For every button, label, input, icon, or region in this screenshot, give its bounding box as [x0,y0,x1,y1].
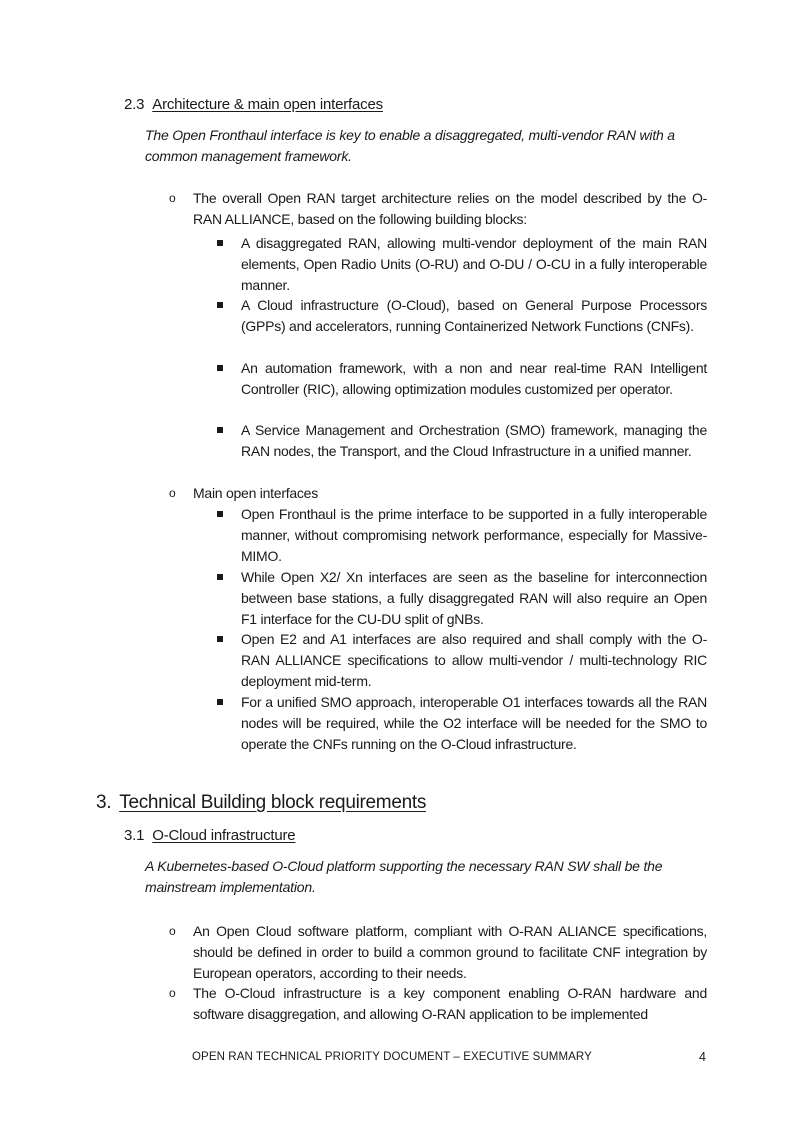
sub-list-item [241,420,707,462]
bullet-square [217,365,223,371]
sub-list-item-text: For a unified SMO approach, interoperable O1 interfaces towards all the RAN nodes will be required, while the O2 interface will be needed for the SMO to operate the CNFs running on the O-Cloud infrastructure. [241,694,707,752]
bullet-square [217,427,223,433]
sub-list-item [241,629,707,691]
section-lead: A Kubernetes-based O-Cloud platform supporting the necessary RAN SW shall be the mainstream implementation. [145,858,663,895]
bullet-circle: o [169,486,176,500]
section-number: 2.3 [124,96,145,113]
section-heading-3 [96,792,426,814]
page-number: 4 [699,1050,706,1064]
sub-list-item [241,504,707,566]
page-footer: OPEN RAN TECHNICAL PRIORITY DOCUMENT – EXECUTIVE SUMMARY [192,1051,592,1063]
sub-list-item [241,567,707,629]
sub-list-item-text: A Service Management and Orchestration (SMO) framework, managing the RAN nodes, the Transport, and the Cloud Infrastructure in a unified manner. [241,422,707,459]
sub-list-item [241,358,707,400]
section-heading-2-3 [124,96,383,113]
sub-list-item [241,233,707,295]
sub-list-item-text: Open E2 and A1 interfaces are also required and shall comply with the O-RAN ALLIANCE specifications to allow multi-vendor / multi-technology RIC deployment mid-term. [241,631,707,689]
list-item-text: An Open Cloud software platform, compliant with O-RAN ALIANCE specifications, should be defined in order to build a common ground to facilitate CNF integration by European operators, according to their needs. [193,923,707,981]
section-number: 3. [96,792,112,813]
bullet-square [217,240,223,246]
sub-list-item-text: Open Fronthaul is the prime interface to be supported in a fully interoperable manner, without compromising network performance, especially for Massive-MIMO. [241,506,707,564]
sub-list-item-text: A Cloud infrastructure (O-Cloud), based on General Purpose Processors (GPPs) and accelerators, running Containerized Network Functions (CNFs). [241,297,707,334]
sub-list-item-text: An automation framework, with a non and near real-time RAN Intelligent Controller (RIC), allowing optimization modules customized per operator. [241,360,707,397]
bullet-square [217,636,223,642]
list-item-text: Main open interfaces [193,485,318,501]
list-item [169,483,707,504]
list-item [169,188,707,230]
section-title: Architecture & main open interfaces [152,96,383,113]
sub-list-item [241,295,707,337]
sub-list-item-text: While Open X2/ Xn interfaces are seen as the baseline for interconnection between base stations, a fully disaggregated RAN will also require an Open F1 interface for the CU-DU split of gNBs. [241,569,707,627]
bullet-circle: o [169,924,176,938]
bullet-square [217,302,223,308]
list-item-text: The overall Open RAN target architecture relies on the model described by the O-RAN ALLIANCE, based on the following building blocks: [193,190,707,227]
section-number: 3.1 [124,827,145,844]
bullet-circle: o [169,191,176,205]
sub-list-item-text: A disaggregated RAN, allowing multi-vendor deployment of the main RAN elements, Open Radio Units (O-RU) and O-DU / O-CU in a fully interoperable manner. [241,235,707,293]
section-title: O-Cloud infrastructure [152,827,296,844]
section-title: Technical Building block requirements [119,792,427,813]
list-item [169,983,707,1025]
list-item [169,921,707,983]
bullet-circle: o [169,986,176,1000]
sub-list-item [241,692,707,754]
list-item-text: The O-Cloud infrastructure is a key component enabling O-RAN hardware and software disaggregation, and allowing O-RAN application to be implemented [193,985,707,1022]
bullet-square [217,574,223,580]
bullet-square [217,699,223,705]
bullet-square [217,511,223,517]
section-heading-3-1 [124,827,295,844]
section-lead: The Open Fronthaul interface is key to enable a disaggregated, multi-vendor RAN with a common management framework. [145,127,675,164]
